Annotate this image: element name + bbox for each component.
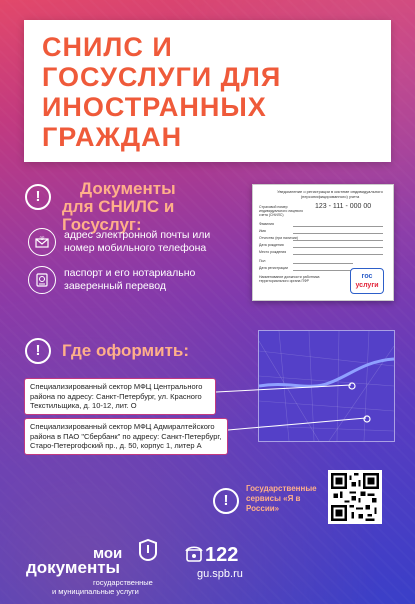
form-field: Пол [259,259,266,263]
logo-sub1: государственные [93,578,153,587]
logo-line1: мои [93,545,123,562]
logo-line2: документы [26,558,121,577]
form-field: Фамилия [259,222,274,226]
title-line: ИНОСТРАННЫХ [42,92,267,122]
where-heading: Где оформить: [62,341,190,360]
form-field: Дата рождения [259,243,284,247]
form-field: Место рождения [259,250,287,254]
form-header: Уведомление о регистрации в системе индивидуального (персонифицированного) учета [277,189,383,199]
title-line: СНИЛС И [42,32,173,62]
form-field: Наименование должности работника территориального органа ПФР [259,275,320,283]
form-field: Имя [259,229,266,233]
phone-icon [185,545,203,563]
logo-sub2: и муниципальные услуги [52,587,139,596]
exclamation-icon: ! [213,488,239,514]
form-number: 123 - 111 - 000 00 [315,203,372,210]
form-field: Страховой номер индивидуального лицевого счета (СНИЛС) [259,205,304,217]
form-field: Дата регистрации [259,266,289,270]
exclamation-icon: ! [25,338,51,364]
address-card: Специализированный сектор МФЦ Центрального района по адресу: Санкт-Петербург, ул. Красного Текстильщика, д. 10-12, лит. О [24,378,216,415]
services-label: Государственные сервисы «Я в России» [246,484,317,513]
moi-dokumenty-logo-icon [138,539,158,561]
documents-heading-line2: для СНИЛС и Госуслуг: [62,197,175,234]
title-line: ГОСУСЛУГИ ДЛЯ [42,62,282,92]
qr-code[interactable] [328,470,382,524]
gos-badge-line1: гос [361,273,373,280]
exclamation-icon: ! [25,184,51,210]
documents-heading-line1: Документы [80,179,176,198]
address-card: Специализированный сектор МФЦ Адмиралтейского района в ПАО "Сбербанк" по адресу: Санкт-Петербург, Старо-Петергофский пр., д. 50, корпус 1, литер А [24,418,228,455]
form-field: Отчество (при наличии) [259,236,298,240]
document-item-text: паспорт и его нотариально заверенный перевод [64,267,196,292]
phone-number[interactable]: 122 [205,544,239,566]
document-item-text: адрес электронной почты или номер мобильного телефона [64,229,211,254]
gos-badge-line2: услуги [355,282,379,289]
title-line: ГРАЖДАН [42,122,183,152]
svg-text:@: @ [39,236,45,241]
site-link[interactable]: gu.spb.ru [197,568,243,580]
